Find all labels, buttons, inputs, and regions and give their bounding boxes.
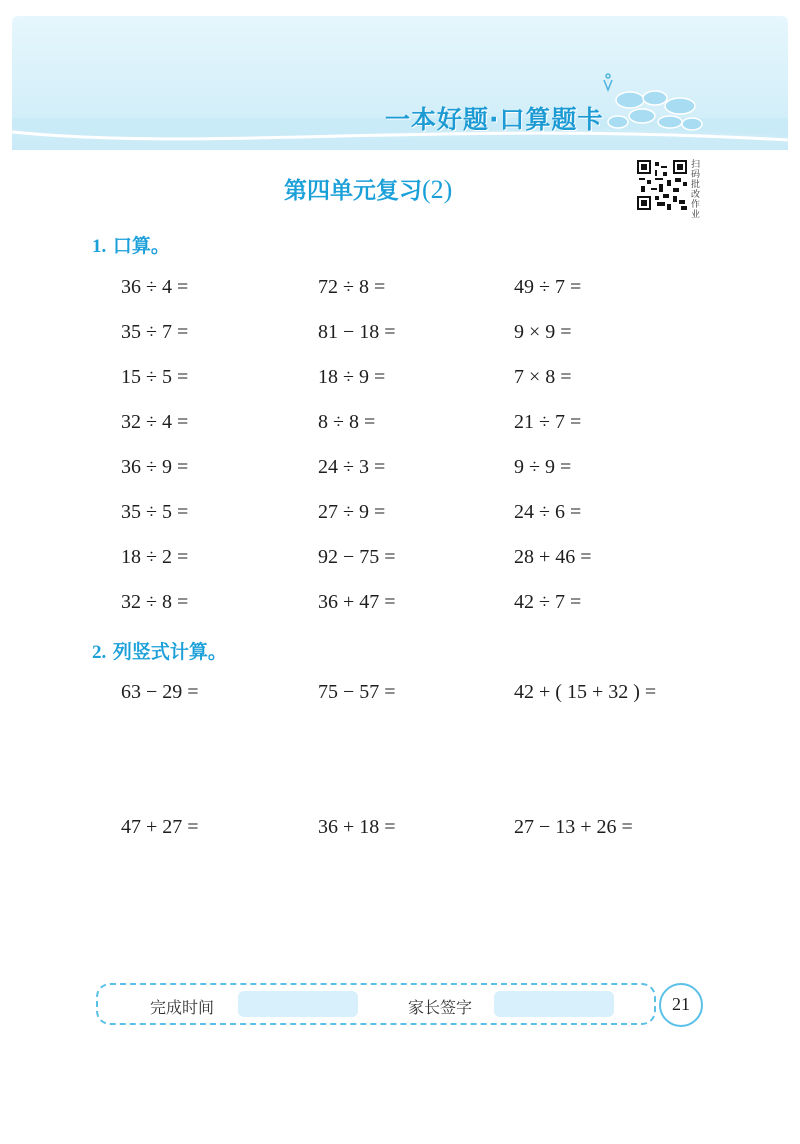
math-problem: 8 ÷ 8 = — [318, 411, 376, 433]
math-problem: 27 ÷ 9 = — [318, 501, 386, 523]
section-label: 口算。 — [112, 235, 170, 257]
math-problem: 18 ÷ 2 = — [121, 546, 189, 568]
math-problem: 42 ÷ 7 = — [514, 591, 582, 613]
math-problem: 32 ÷ 4 = — [121, 411, 189, 433]
page-title-main: 第四单元复习 — [284, 178, 422, 204]
parent-signature-label: 家长签字 — [408, 998, 473, 1017]
math-problem: 27 − 13 + 26 = — [514, 816, 633, 838]
qr-code-icon — [637, 160, 687, 210]
parent-signature-field[interactable] — [494, 991, 614, 1017]
math-problem: 36 + 18 = — [318, 816, 396, 838]
math-problem: 47 + 27 = — [121, 816, 199, 838]
math-problem: 15 ÷ 5 = — [121, 366, 189, 388]
completion-time-field[interactable] — [238, 991, 358, 1017]
math-problem: 42 + ( 15 + 32 ) = — [514, 681, 657, 703]
math-problem: 75 − 57 = — [318, 681, 396, 703]
section-heading-mental-math — [92, 231, 170, 258]
math-problem: 92 − 75 = — [318, 546, 396, 568]
math-problem: 28 + 46 = — [514, 546, 592, 568]
math-problem: 49 ÷ 7 = — [514, 276, 582, 298]
math-problem: 9 ÷ 9 = — [514, 456, 572, 478]
math-problem: 35 ÷ 7 = — [121, 321, 189, 343]
math-problem: 32 ÷ 8 = — [121, 591, 189, 613]
section-number: 1. — [92, 236, 107, 257]
math-problem: 81 − 18 = — [318, 321, 396, 343]
math-problem: 18 ÷ 9 = — [318, 366, 386, 388]
page-title — [284, 172, 452, 205]
math-problem: 24 ÷ 3 = — [318, 456, 386, 478]
math-problem: 24 ÷ 6 = — [514, 501, 582, 523]
section-number: 2. — [92, 642, 107, 663]
math-problem: 36 ÷ 4 = — [121, 276, 189, 298]
math-problem: 72 ÷ 8 = — [318, 276, 386, 298]
section-heading-vertical-calculation — [92, 637, 227, 664]
completion-time-label: 完成时间 — [150, 998, 215, 1017]
math-problem: 36 ÷ 9 = — [121, 456, 189, 478]
page-title-suffix: (2) — [422, 175, 453, 204]
math-problem: 9 × 9 = — [514, 321, 572, 343]
math-problem: 7 × 8 = — [514, 366, 572, 388]
page-number: 21 — [672, 994, 690, 1014]
brand-title: 一本好题·口算题卡 — [385, 105, 604, 134]
math-problem: 63 − 29 = — [121, 681, 199, 703]
section-label: 列竖式计算。 — [112, 641, 227, 663]
math-problem: 35 ÷ 5 = — [121, 501, 189, 523]
math-problem: 21 ÷ 7 = — [514, 411, 582, 433]
qr-caption: 扫码批改作业 — [691, 160, 701, 220]
math-problem: 36 + 47 = — [318, 591, 396, 613]
